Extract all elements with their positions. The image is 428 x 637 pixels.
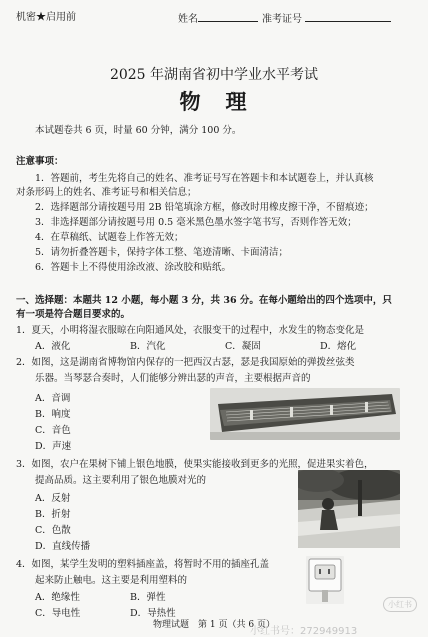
q3-option-b: B．折射 [35,509,71,520]
exam-id-field [262,11,391,26]
name-label: 姓名 [178,14,198,25]
q2-option-d: D．声速 [35,441,72,452]
q2-option-c: C．音色 [35,425,71,436]
notes-heading: 注意事项： [16,156,64,167]
exam-title: 2025 年湖南省初中学业水平考试 [109,67,319,83]
q1-option-c: C．凝固 [225,341,261,352]
q3-option-a: A．反射 [35,493,71,504]
exam-id-underline [305,11,391,22]
q3-stem-line1: 3．如图，农户在果树下铺上银色地膜，使果实能接收到更多的光照，促进果实着色， [16,459,374,470]
q4-option-d: D．导热性 [130,608,176,619]
socket-cover-image [306,556,344,604]
q3-option-c: C．色散 [35,525,71,536]
q2-stem-line2: 乐器。当琴瑟合奏时，人们能够分辨出瑟的声音，主要根据声音的 [35,373,311,384]
q2-stem-line1: 2．如图，这是湖南省博物馆内保存的一把西汉古瑟，瑟是我国原始的弹拨丝弦类 [16,357,355,368]
orchard-film-image [298,470,400,548]
secrecy-label: 机密★启用前 [16,12,76,23]
notes-line: 2．选择题部分请按题号用 2B 铅笔填涂方框，修改时用橡皮擦干净，不留痕迹； [35,202,374,213]
section-heading-line1: 一、选择题：本题共 12 小题，每小题 3 分，共 36 分。在每小题给出的四个选项中，只 [16,295,392,306]
notes-line: 1．答题前，考生先将自己的姓名、准考证号写在答题卡和本试题卷上，并认真核 [35,173,374,184]
q1-option-a: A．液化 [35,341,71,352]
se-instrument-image [210,388,400,440]
notes-line: 对条形码上的姓名、准考证号和相关信息； [16,187,197,198]
notes-line: 4．在草稿纸、试题卷上作答无效； [35,232,184,243]
notes-line: 3．非选择题部分请按题号用 0.5 毫米黑色墨水签字笔书写，否则作答无效； [35,217,357,228]
name-field [178,11,258,26]
subject-title: 物 理 [179,89,249,114]
q4-option-a: A．绝缘性 [35,592,80,603]
watermark-logo: 小红书 [383,597,417,612]
notes-line: 6．答题卡上不得使用涂改液、涂改胶和贴纸。 [35,262,232,273]
exam-id-label: 准考证号 [262,14,302,25]
q1-stem: 1．夏天，小明将湿衣服晾在向阳通风处，衣服变干的过程中，水发生的物态变化是 [16,325,365,336]
q4-option-c: C．导电性 [35,608,81,619]
q1-option-d: D．熔化 [320,341,357,352]
intro-text: 本试题卷共 6 页，时量 60 分钟，满分 100 分。 [35,125,242,136]
name-underline [198,11,258,22]
q3-stem-line2: 提高品质。这主要利用了银色地膜对光的 [35,475,207,486]
notes-line: 5．请勿折叠答题卡，保持字体工整、笔迹清晰、卡面清洁； [35,247,289,258]
q4-stem-line2: 起来防止触电。这主要是利用塑料的 [35,575,188,586]
q1-option-b: B．汽化 [130,341,166,352]
section-heading-line2: 有一项是符合题目要求的。 [16,309,131,320]
q4-option-b: B．弹性 [130,592,166,603]
q4-stem-line1: 4．如图，某学生发明的塑料插座盖，将暂时不用的插座孔盖 [16,559,270,570]
q2-option-b: B．响度 [35,409,71,420]
page-footer: 物理试题 第 1 页（共 6 页） [153,620,275,630]
watermark-text: 小红书号：272949913 [250,626,358,637]
q2-option-a: A．音调 [35,393,71,404]
q3-option-d: D．直线传播 [35,541,91,552]
